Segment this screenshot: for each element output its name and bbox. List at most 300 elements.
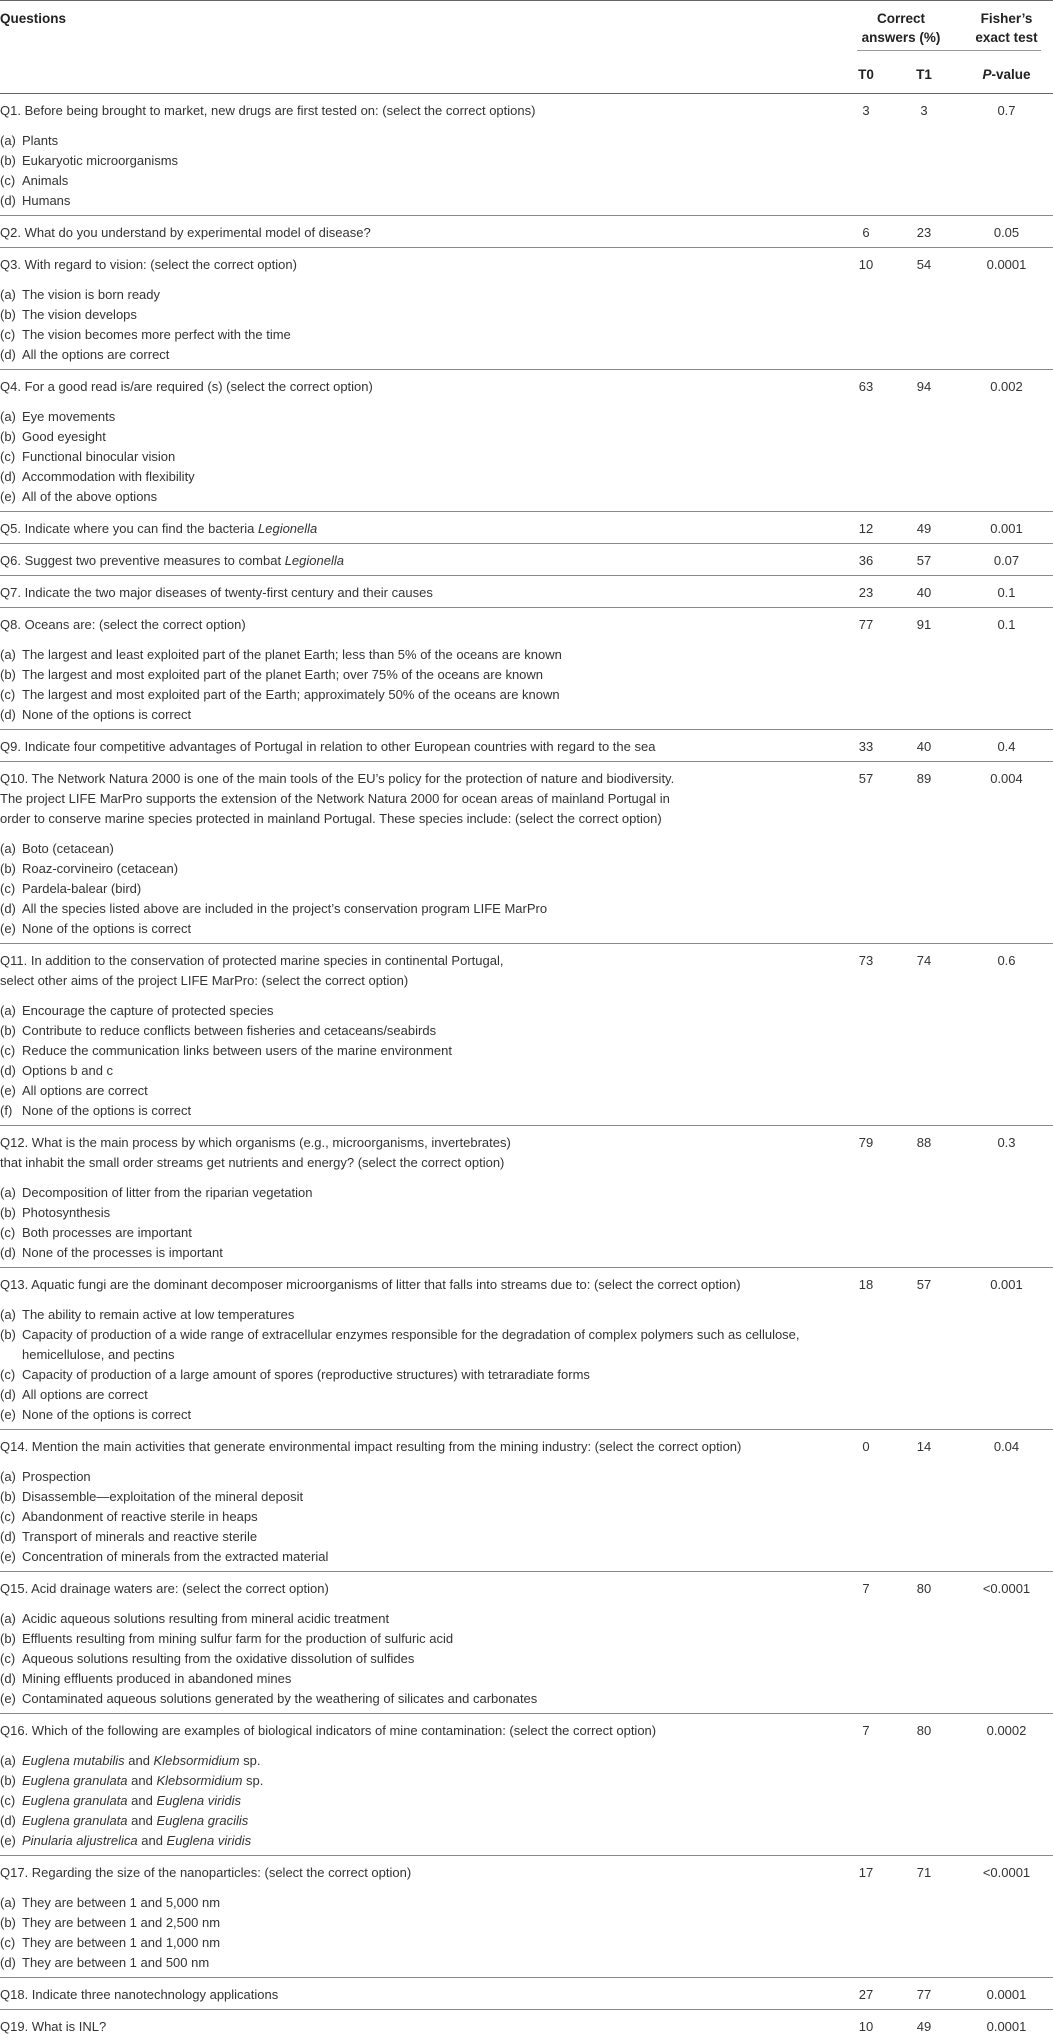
option-text: None of the processes is important [22,1245,223,1260]
t0-value: 3 [862,103,870,118]
option-item [0,1243,834,1263]
option-item [0,1649,834,1669]
p-value: 0.3 [997,1135,1016,1150]
t1-value: 3 [920,103,928,118]
options-list [0,1001,1053,1121]
option-item [0,1527,834,1547]
question-text [0,737,830,757]
option-text: and [127,1773,157,1788]
option-label: (b) [0,153,16,168]
option-label: (c) [0,449,16,464]
option-label: (c) [0,1509,16,1524]
option-text: Animals [22,173,69,188]
option-item [0,1305,834,1325]
option-text: Prospection [22,1469,91,1484]
option-item [0,1101,834,1121]
option-item [0,1629,834,1649]
fisher-header-line1: Fisher’s [980,11,1033,26]
p-value: 0.07 [993,553,1020,568]
question-text-main: Q4. For a good read is/are required (s) (select the correct option) [0,379,373,394]
question-text [0,377,830,397]
question-text [0,1863,830,1883]
t1-value: 91 [916,617,932,632]
option-label: (a) [0,1895,16,1910]
question-text-main: Q19. What is INL? [0,2019,107,2034]
option-text: All the species listed above are included in the project’s conservation program LIFE MarPro [22,901,548,916]
p-rest: -value [991,67,1031,82]
options-list [0,1305,1053,1425]
option-text: All options are correct [22,1387,148,1402]
option-text: Capacity of production of a large amount of spores (reproductive structures) with tetraradiate forms [22,1367,590,1382]
option-label: (d) [0,1063,16,1078]
option-label: (c) [0,1225,16,1240]
t1-value: 80 [916,1581,932,1596]
option-item [0,1183,834,1203]
option-text: Euglena granulata [22,1813,128,1828]
p-value: 0.4 [997,739,1016,754]
question-text-main: Q16. Which of the following are examples of biological indicators of mine contamination: (select the correct option) [0,1723,657,1738]
option-label: (b) [0,1205,16,1220]
question-text-main: Q2. What do you understand by experimental model of disease? [0,225,371,240]
option-item [0,665,834,685]
option-item [0,171,834,191]
option-label: (c) [0,881,16,896]
option-label: (d) [0,469,16,484]
p-value-header [970,65,1043,84]
t1-value: 57 [916,1277,932,1292]
p-value: <0.0001 [982,1581,1031,1596]
option-item [0,427,834,447]
option-item [0,1487,834,1507]
t0-value: 63 [858,379,874,394]
option-item [0,685,834,705]
option-text: Concentration of minerals from the extracted material [22,1549,329,1564]
option-text: The largest and least exploited part of the planet Earth; less than 5% of the oceans are known [22,647,562,662]
table-row [0,216,1053,248]
t1-value: 80 [916,1723,932,1738]
p-value: 0.0001 [986,2019,1027,2034]
table-row [0,576,1053,608]
p-italic: P [982,67,992,82]
option-text: They are between 1 and 5,000 nm [22,1895,221,1910]
p-value: 0.7 [997,103,1016,118]
option-text: Options b and c [22,1063,114,1078]
table-row [0,1126,1053,1268]
option-item [0,1467,834,1487]
option-text: Encourage the capture of protected species [22,1003,274,1018]
p-value: 0.0001 [986,1987,1027,2002]
option-label: (b) [0,307,16,322]
option-item [0,1081,834,1101]
t1-value: 40 [916,585,932,600]
option-item [0,1689,834,1709]
header-divider [857,50,1041,51]
question-text-main: Q15. Acid drainage waters are: (select the correct option) [0,1581,329,1596]
options-list [0,1467,1053,1567]
table-row [0,94,1053,216]
option-text: Contribute to reduce conflicts between fisheries and cetaceans/seabirds [22,1023,437,1038]
options-list [0,839,1053,939]
option-item [0,645,834,665]
table-row [0,1714,1053,1856]
question-text [0,1275,830,1295]
option-label: (a) [0,133,16,148]
options-list [0,1183,1053,1263]
option-label: (a) [0,647,16,662]
option-item [0,285,834,305]
option-text: They are between 1 and 1,000 nm [22,1935,221,1950]
t0-value: 18 [858,1277,874,1292]
option-label: (c) [0,173,16,188]
option-item [0,1669,834,1689]
question-text-main: Q3. With regard to vision: (select the correct option) [0,257,297,272]
question-text [0,2017,830,2037]
option-text: Abandonment of reactive sterile in heaps [22,1509,258,1524]
option-item [0,879,834,899]
option-label: (a) [0,841,16,856]
option-item [0,191,834,211]
option-item [0,1609,834,1629]
option-label: (b) [0,1631,16,1646]
option-item [0,1507,834,1527]
p-value: 0.001 [990,1277,1023,1292]
p-value: 0.1 [997,617,1016,632]
t0-value: 7 [862,1581,870,1596]
t0-value: 27 [858,1987,874,2002]
option-item [0,1001,834,1021]
option-label: (d) [0,1813,16,1828]
p-value: 0.004 [990,771,1023,786]
option-text: Contaminated aqueous solutions generated by the weathering of silicates and carbonates [22,1691,538,1706]
p-value: 0.0002 [986,1723,1027,1738]
option-item [0,1365,834,1385]
p-value: <0.0001 [982,1865,1031,1880]
option-text: Euglena granulata [22,1773,128,1788]
option-item [0,1913,834,1933]
option-text: Roaz-corvineiro (cetacean) [22,861,179,876]
option-item [0,1547,834,1567]
option-text: Euglena gracilis [156,1813,249,1828]
option-item [0,467,834,487]
t0-value: 36 [858,553,874,568]
t1-value: 40 [916,739,932,754]
option-label: (e) [0,1833,16,1848]
question-text [0,769,830,829]
option-text: All the options are correct [22,347,170,362]
table-row [0,762,1053,944]
p-value: 0.6 [997,953,1016,968]
option-item [0,1021,834,1041]
option-label: (a) [0,1307,16,1322]
correct-answers-header [857,9,945,47]
option-item [0,1061,834,1081]
option-text: Accommodation with flexibility [22,469,195,484]
option-item [0,305,834,325]
t0-value: 10 [858,257,874,272]
option-text: Good eyesight [22,429,106,444]
question-text-italic: Legionella [258,521,318,536]
table-row [0,544,1053,576]
t0-value: 17 [858,1865,874,1880]
option-text: Boto (cetacean) [22,841,114,856]
option-item [0,407,834,427]
option-label: (b) [0,1023,16,1038]
option-label: (c) [0,1651,16,1666]
t0-header: T0 [858,67,874,82]
option-text: The vision becomes more perfect with the time [22,327,291,342]
option-text: sp. [239,1753,261,1768]
option-label: (b) [0,667,16,682]
option-label: (d) [0,901,16,916]
t0-value: 0 [862,1439,870,1454]
option-text: Eye movements [22,409,116,424]
option-item [0,1325,834,1365]
option-text: None of the options is correct [22,921,192,936]
questions-header: Questions [0,11,67,26]
option-text: The vision develops [22,307,137,322]
question-text-main: Q18. Indicate three nanotechnology applications [0,1987,279,2002]
correct-header-line1: Correct [876,11,925,26]
t1-header: T1 [916,67,932,82]
option-item [0,447,834,467]
table-header [0,0,1053,94]
t0-value: 77 [858,617,874,632]
option-label: (d) [0,1671,16,1686]
question-text-main: Q14. Mention the main activities that generate environmental impact resulting from the mining industry: (select the correct option) [0,1439,742,1454]
question-text [0,1579,830,1599]
fisher-header [970,9,1043,47]
option-text: Mining effluents produced in abandoned mines [22,1671,292,1686]
question-text-main: Q6. Suggest two preventive measures to combat [0,553,285,568]
option-label: (a) [0,287,16,302]
option-text: Euglena viridis [166,1833,252,1848]
option-text: Eukaryotic microorganisms [22,153,179,168]
question-text [0,1133,830,1173]
option-text: All options are correct [22,1083,148,1098]
option-label: (a) [0,1611,16,1626]
question-text-main: Q7. Indicate the two major diseases of twenty-first century and their causes [0,585,433,600]
option-label: (d) [0,347,16,362]
option-text: They are between 1 and 500 nm [22,1955,210,1970]
option-text: Disassemble—exploitation of the mineral deposit [22,1489,304,1504]
option-item [0,899,834,919]
option-text: Euglena mutabilis [22,1753,125,1768]
option-text: Both processes are important [22,1225,192,1240]
table-body [0,94,1053,2041]
option-label: (e) [0,921,16,936]
question-text-main: Q9. Indicate four competitive advantages of Portugal in relation to other European countries with regard to the sea [0,739,656,754]
option-label: (a) [0,1003,16,1018]
option-label: (d) [0,1245,16,1260]
p-value: 0.05 [993,225,1020,240]
option-label: (b) [0,1773,16,1788]
option-text: Aqueous solutions resulting from the oxidative dissolution of sulfides [22,1651,415,1666]
question-text [0,255,830,275]
option-text: and [127,1813,157,1828]
p-value: 0.0001 [986,257,1027,272]
option-label: (f) [0,1103,13,1118]
option-label: (c) [0,327,16,342]
t1-value: 77 [916,1987,932,2002]
options-list [0,131,1053,211]
option-text: Plants [22,133,59,148]
question-text [0,583,830,603]
option-item [0,1405,834,1425]
option-label: (d) [0,1529,16,1544]
question-text [0,1985,830,2005]
option-label: (b) [0,861,16,876]
question-text-main: Q1. Before being brought to market, new drugs are first tested on: (select the correct options) [0,103,536,118]
option-item [0,1893,834,1913]
option-item [0,151,834,171]
t0-value: 7 [862,1723,870,1738]
option-text: The vision is born ready [22,287,161,302]
option-label: (d) [0,1387,16,1402]
t1-value: 49 [916,2019,932,2034]
p-value: 0.001 [990,521,1023,536]
t1-value: 54 [916,257,932,272]
option-text: Reduce the communication links between users of the marine environment [22,1043,452,1058]
option-text: Photosynthesis [22,1205,111,1220]
option-text: They are between 1 and 2,500 nm [22,1915,221,1930]
option-label: (e) [0,1691,16,1706]
p-value: 0.1 [997,585,1016,600]
option-text: None of the options is correct [22,707,192,722]
question-text [0,101,830,121]
option-text: Pardela-balear (bird) [22,881,142,896]
option-item [0,1831,834,1851]
p-value: 0.002 [990,379,1023,394]
option-item [0,487,834,507]
option-text: Klebsormidium [156,1773,243,1788]
options-list [0,1751,1053,1851]
correct-header-line2: answers (%) [861,30,941,45]
option-label: (e) [0,489,16,504]
option-text: and [127,1793,157,1808]
question-text [0,551,830,571]
option-text: The largest and most exploited part of the planet Earth; over 75% of the oceans are known [22,667,544,682]
table-row [0,1430,1053,1572]
t1-value: 14 [916,1439,932,1454]
t0-value: 12 [858,521,874,536]
option-label: (c) [0,1367,16,1382]
option-item [0,1811,834,1831]
option-label: (b) [0,1489,16,1504]
t1-value: 57 [916,553,932,568]
table-row [0,512,1053,544]
option-label: (b) [0,429,16,444]
option-item [0,839,834,859]
table-row [0,1572,1053,1714]
option-label: (b) [0,1915,16,1930]
question-text-main: Q10. The Network Natura 2000 is one of the main tools of the EU’s policy for the protection of nature and biodiversity. The project LIFE MarPro supports the extension of the Network Natura 2000 for ocean areas of mainland Portugal in order to conserve marine species protected in mainland Portugal. These species include: (select the correct option) [0,771,675,826]
options-list [0,1893,1053,1973]
option-text: None of the options is correct [22,1407,192,1422]
option-label: (c) [0,1935,16,1950]
option-label: (d) [0,1955,16,1970]
option-label: (d) [0,707,16,722]
t1-value: 49 [916,521,932,536]
option-label: (e) [0,1083,16,1098]
option-text: Transport of minerals and reactive sterile [22,1529,258,1544]
table-row [0,730,1053,762]
p-value: 0.04 [993,1439,1020,1454]
t0-value: 33 [858,739,874,754]
option-label: (c) [0,687,16,702]
table-row [0,1856,1053,1978]
t0-value: 57 [858,771,874,786]
option-item [0,859,834,879]
option-text: All of the above options [22,489,158,504]
option-label: (c) [0,1043,16,1058]
options-list [0,645,1053,725]
table-row [0,2010,1053,2041]
t1-value: 71 [916,1865,932,1880]
options-list [0,407,1053,507]
question-text-main: Q12. What is the main process by which organisms (e.g., microorganisms, invertebrates) that inhabit the small order streams get nutrients and energy? (select the correct option) [0,1135,511,1170]
option-text: Decomposition of litter from the riparian vegetation [22,1185,313,1200]
t1-value: 88 [916,1135,932,1150]
table-row [0,1268,1053,1430]
t0-value: 79 [858,1135,874,1150]
option-item [0,131,834,151]
t0-value: 73 [858,953,874,968]
t1-value: 94 [916,379,932,394]
options-list [0,1609,1053,1709]
option-label: (a) [0,1185,16,1200]
option-item [0,1203,834,1223]
table-row [0,608,1053,730]
option-item [0,1385,834,1405]
option-text: Euglena granulata [22,1793,128,1808]
t1-value: 89 [916,771,932,786]
option-text: sp. [242,1773,264,1788]
option-text: Effluents resulting from mining sulfur farm for the production of sulfuric acid [22,1631,454,1646]
option-text: and [124,1753,154,1768]
option-item [0,1041,834,1061]
option-item [0,1223,834,1243]
table-row [0,944,1053,1126]
option-label: (c) [0,1793,16,1808]
t0-value: 6 [862,225,870,240]
question-text [0,1437,830,1457]
option-label: (d) [0,193,16,208]
table-row [0,1978,1053,2010]
table-row [0,370,1053,512]
question-text-main: Q13. Aquatic fungi are the dominant decomposer microorganisms of litter that falls into streams due to: (select the correct option) [0,1277,741,1292]
question-text [0,615,830,635]
option-label: (b) [0,1327,16,1342]
option-item [0,1933,834,1953]
question-text [0,519,830,539]
option-text: Euglena viridis [156,1793,241,1808]
t1-value: 23 [916,225,932,240]
option-text: Acidic aqueous solutions resulting from mineral acidic treatment [22,1611,390,1626]
question-text [0,951,830,991]
fisher-header-line2: exact test [975,30,1038,45]
question-text-main: Q5. Indicate where you can find the bacteria [0,521,258,536]
options-list [0,285,1053,365]
option-item [0,919,834,939]
option-item [0,705,834,725]
t1-value: 74 [916,953,932,968]
option-item [0,1771,834,1791]
question-text-italic: Legionella [284,553,344,568]
option-label: (a) [0,1469,16,1484]
option-item [0,325,834,345]
option-item [0,1791,834,1811]
option-text: Capacity of production of a wide range of extracellular enzymes responsible for the degradation of complex polymers such as cellulose, hemicellulose, and pectins [22,1327,800,1362]
